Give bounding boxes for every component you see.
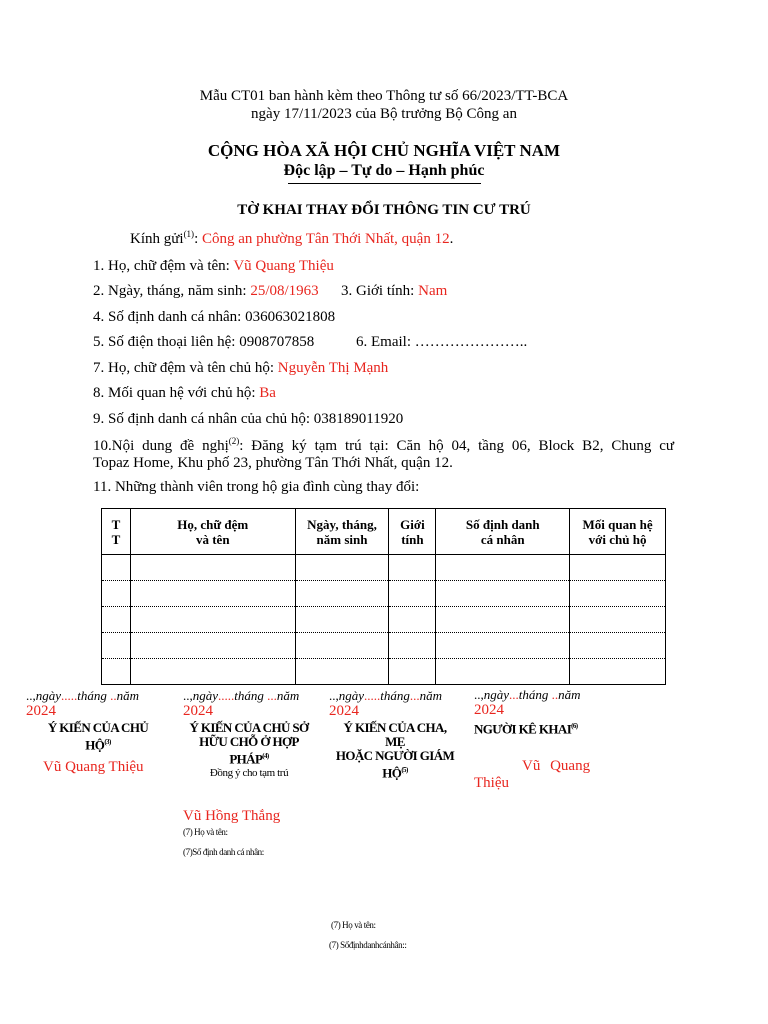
- sig-year-col2: 2024: [183, 703, 213, 719]
- field-label: 2. Ngày, tháng, năm sinh:: [93, 283, 251, 299]
- col-header-gender: Giới tính: [389, 509, 436, 555]
- field-label: 6. Email:: [356, 334, 415, 350]
- sig-col1-name: Vũ Quang Thiệu: [43, 759, 144, 775]
- form-note-line2: ngày 17/11/2023 của Bộ trưởng Bộ Công an: [251, 106, 517, 122]
- table-row: [102, 659, 666, 685]
- recipient-end: .: [449, 231, 454, 247]
- field-head-id: [93, 411, 403, 428]
- recipient-colon: :: [194, 231, 202, 247]
- field-label: 7. Họ, chữ đệm và tên chủ hộ:: [93, 360, 278, 376]
- field-household-head: [93, 360, 388, 377]
- sig-col2-id-field: (7)Số định danh cá nhân:: [183, 847, 264, 857]
- motto: Độc lập – Tự do – Hạnh phúc: [283, 162, 485, 179]
- field-value: 036063021808: [245, 309, 336, 325]
- field-value: …………………..: [414, 334, 528, 350]
- field-full-name: [93, 258, 334, 275]
- field-email: [356, 334, 527, 351]
- field-label: 3. Giới tính:: [341, 283, 419, 299]
- sig-date-col1: ..,ngày.....tháng ..năm: [26, 688, 140, 703]
- field-label: 5. Số điện thoại liên hệ:: [93, 334, 240, 350]
- motto-underline: [288, 183, 481, 184]
- field-footnote: (2): [228, 436, 240, 446]
- field-relationship: [93, 385, 276, 402]
- nation-heading: CỘNG HÒA XÃ HỘI CHỦ NGHĨA VIỆT NAM: [207, 141, 561, 160]
- field-value: Vũ Quang Thiệu: [233, 258, 334, 274]
- field-request-line2: Topaz Home, Khu phố 23, phường Tân Thới Nhất, quận 12.: [93, 455, 453, 471]
- col-header-name: Họ, chữ đệm và tên: [130, 509, 295, 555]
- sig-year-col4: 2024: [474, 702, 504, 718]
- col-header-personal-id: Số định danh cá nhân: [436, 509, 570, 555]
- field-label: 8. Mối quan hệ với chủ hộ:: [93, 385, 260, 401]
- recipient-value: Công an phường Tân Thới Nhất, quận 12: [201, 231, 450, 247]
- field-request-line1: [93, 436, 674, 455]
- bottom-name-field: (7) Họ và tên:: [331, 920, 376, 930]
- field-value: 038189011920: [313, 411, 404, 427]
- field-label: 4. Số định danh cá nhân:: [93, 309, 246, 325]
- recipient-footnote: (1): [183, 229, 195, 239]
- bottom-id-field: (7) Sốđịnhdanhcánhân::: [329, 940, 407, 950]
- sig-col4-name-line2: Thiệu: [474, 775, 509, 791]
- sig-date-col2: ..,ngày.....tháng ...năm: [183, 688, 300, 703]
- sig-date-col3: ..,ngày.....tháng...năm: [329, 688, 443, 703]
- table-row: [102, 633, 666, 659]
- recipient-line: [130, 229, 453, 248]
- sig-col4-name-line1: Vũ Quang: [522, 758, 591, 774]
- form-note-line1: Mẫu CT01 ban hành kèm theo Thông tư số 66/2023/TT-BCA: [199, 88, 569, 104]
- sig-year-col3: 2024: [329, 703, 359, 719]
- recipient-label: Kính gửi: [130, 231, 184, 247]
- document-title: TỜ KHAI THAY ĐỔI THÔNG TIN CƯ TRÚ: [237, 202, 531, 218]
- sig-col2-name-field: (7) Họ và tên:: [183, 827, 228, 837]
- field-members-heading: 11. Những thành viên trong hộ gia đình cùng thay đổi:: [93, 479, 420, 495]
- sig-col3-title: Ý KIẾN CỦA CHA, MẸ HOẶC NGƯỜI GIÁM HỘ$^{(5)}$: [335, 720, 455, 781]
- members-table: [101, 508, 666, 685]
- field-phone: [93, 334, 314, 351]
- field-value: 25/08/1963: [250, 283, 319, 299]
- table-row: [102, 555, 666, 581]
- col-header-index: T T: [102, 509, 131, 555]
- sig-date-col4: ..,ngày...tháng ..năm: [474, 687, 581, 702]
- sig-col4-title: NGƯỜI KÊ KHAI$^{(6)}$: [474, 721, 578, 737]
- sig-year-col1: 2024: [26, 703, 56, 719]
- sig-col1-title: Ý KIẾN CỦA CHỦ HỘ$^{(3)}$: [47, 720, 149, 753]
- field-value: Nam: [418, 283, 448, 299]
- field-personal-id: [93, 309, 335, 326]
- field-value: Ba: [259, 385, 276, 401]
- sig-col2-title: Ý KIẾN CỦA CHỦ SỞ HỮU CHỖ Ở HỢP PHÁP$^{(4)}$: [189, 720, 309, 767]
- field-birth-date: [93, 283, 319, 300]
- col-header-birth-date: Ngày, tháng, năm sinh: [295, 509, 389, 555]
- table-row: [102, 607, 666, 633]
- col-header-relationship: Mối quan hệ với chủ hộ: [570, 509, 666, 555]
- field-value: : Đăng ký tạm trú tại: Căn hộ 04, tầng 06, Block B2, Chung cư: [239, 438, 675, 454]
- table-header-row: [102, 509, 666, 555]
- table-row: [102, 581, 666, 607]
- field-label: 10.Nội dung đề nghị: [93, 438, 229, 454]
- field-value: Nguyễn Thị Mạnh: [277, 360, 389, 376]
- sig-col2-note: Đồng ý cho tạm trú: [209, 767, 289, 779]
- field-label: 1. Họ, chữ đệm và tên:: [93, 258, 234, 274]
- field-label: 9. Số định danh cá nhân của chủ hộ:: [93, 411, 314, 427]
- field-value: 0908707858: [239, 334, 315, 350]
- sig-col2-name: Vũ Hồng Thắng: [183, 808, 281, 824]
- field-gender: [341, 283, 447, 300]
